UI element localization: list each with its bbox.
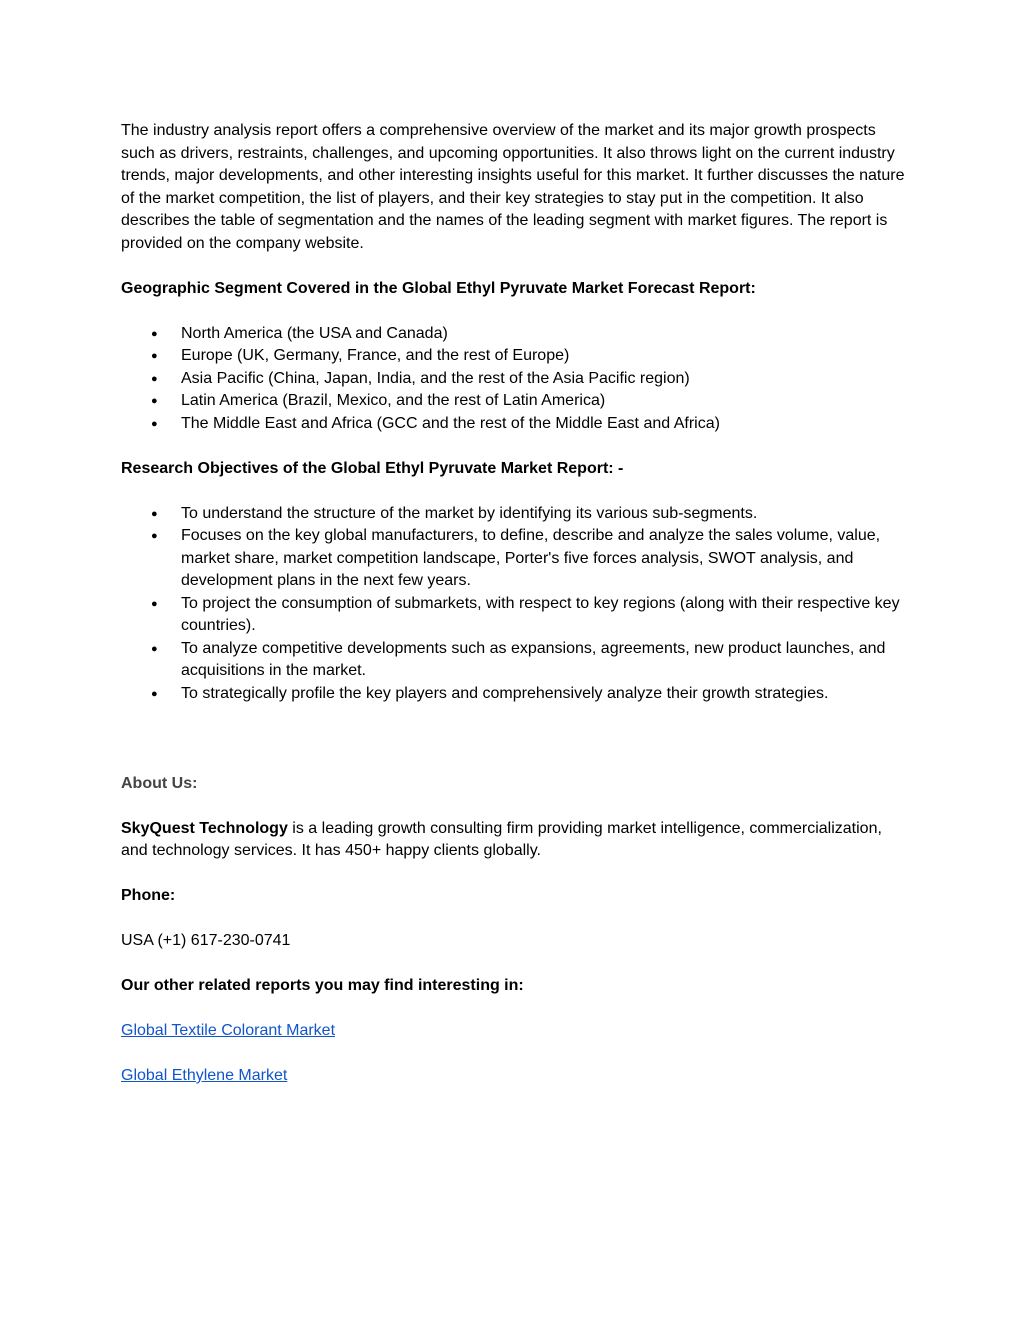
section-spacer	[121, 728, 911, 773]
bullet-icon: ●	[151, 395, 158, 407]
list-item: ● To strategically profile the key players and comprehensively analyze their growth strategies.	[121, 683, 911, 706]
bullet-icon: ●	[151, 642, 158, 655]
list-item: ● The Middle East and Africa (GCC and the rest of the Middle East and Africa)	[121, 413, 911, 436]
phone-heading: Phone:	[121, 887, 176, 904]
intro-paragraph: The industry analysis report offers a comprehensive overview of the market and its major growth prospects such as drivers, restraints, challenges, and upcoming opportunities. It also throws light on the current industry trends, major developments, and other interesting insights useful for this market. It further discusses the nature of the market competition, the list of players, and their key strategies to stay put in the competition. It also describes the table of segmentation and the names of the leading segment with market figures. The report is provided on the company website.	[121, 122, 905, 252]
bullet-icon: ●	[151, 597, 158, 610]
related-report-row	[121, 1020, 911, 1043]
bullet-icon: ●	[151, 327, 158, 340]
list-item: ● Latin America (Brazil, Mexico, and the rest of Latin America)	[121, 390, 911, 413]
bullet-icon: ●	[151, 507, 158, 520]
geographic-segment-list	[121, 323, 911, 436]
bullet-icon: ●	[151, 350, 158, 362]
bullet-icon: ●	[151, 530, 158, 542]
bullet-icon: ●	[151, 372, 158, 385]
research-objectives-list	[121, 503, 911, 706]
related-report-link-textile-colorant[interactable]: Global Textile Colorant Market	[121, 1022, 336, 1039]
list-item: ● To project the consumption of submarkets, with respect to key regions (along with their respective key countries).	[151, 594, 900, 634]
related-report-row	[121, 1065, 911, 1088]
list-item: ● To analyze competitive developments such as expansions, agreements, new product launches, and acquisitions in the market.	[151, 639, 886, 679]
list-item: ● Europe (UK, Germany, France, and the rest of Europe)	[121, 345, 911, 368]
phone-number: USA (+1) 617-230-0741	[121, 932, 291, 949]
document-page	[121, 120, 911, 1110]
list-item: ● Focuses on the key global manufacturers, to define, describe and analyze the sales volume, value, market share, market competition landscape, Porter's five forces analysis, SWOT analysis, and development plans in the next few years.	[151, 527, 881, 589]
about-us-paragraph	[121, 818, 911, 863]
list-item: ● To understand the structure of the market by identifying its various sub-segments.	[121, 503, 911, 526]
about-us-text: is a leading growth consulting firm providing market intelligence, commercialization, and technology services. It has 450+ happy clients globally.	[121, 819, 882, 859]
company-name: SkyQuest Technology	[121, 819, 288, 837]
list-item: ● Asia Pacific (China, Japan, India, and the rest of the Asia Pacific region)	[121, 368, 911, 391]
bullet-icon: ●	[151, 417, 158, 430]
about-us-heading: About Us:	[121, 774, 198, 792]
research-objectives-heading: Research Objectives of the Global Ethyl Pyruvate Market Report: -	[121, 459, 624, 477]
related-reports-heading: Our other related reports you may find interesting in:	[121, 977, 524, 994]
geographic-segment-heading: Geographic Segment Covered in the Global Ethyl Pyruvate Market Forecast Report:	[121, 279, 756, 297]
bullet-icon: ●	[151, 687, 158, 700]
list-item: ● North America (the USA and Canada)	[121, 323, 911, 346]
related-report-link-ethylene[interactable]: Global Ethylene Market	[121, 1067, 288, 1084]
